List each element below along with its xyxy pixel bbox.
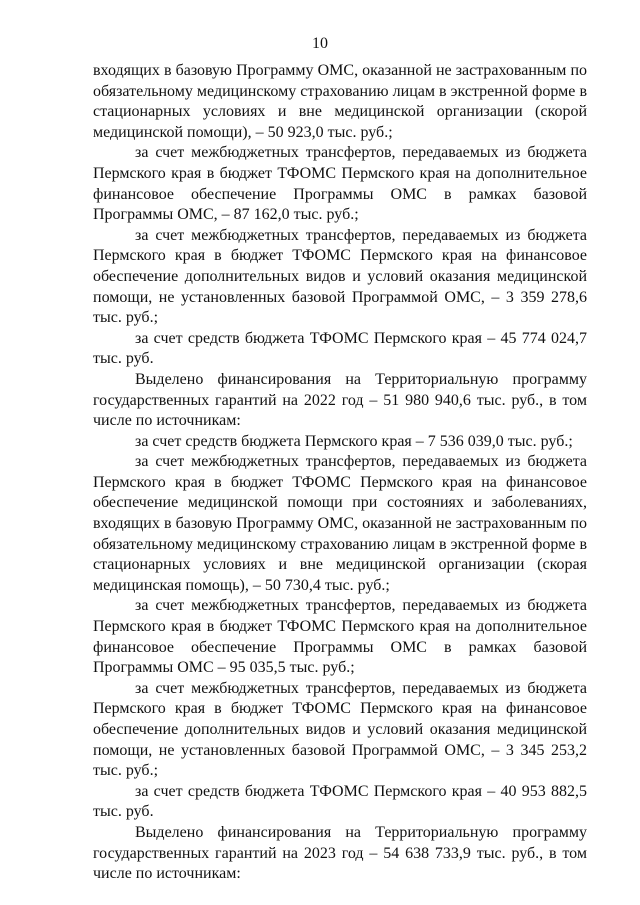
paragraph: за счет межбюджетных трансфертов, передаваемых из бюджета Пермского края в бюджет ТФОМС Пермского края на финансовое обеспечение медицинской помощи при состояниях и заболеваниях, входящих в базовую Программу ОМС, оказанной не застрахованным по обязательному медицинскому страхованию лицам в экстренной форме в стационарных условиях и вне медицинской организации (скорая медицинская помощь), – 50 730,4 тыс. руб.; <box>93 453 587 594</box>
paragraph: Выделено финансирования на Территориальную программу государственных гарантий на 2023 год – 54 638 733,9 тыс. руб., в том числе по источникам: <box>93 823 587 883</box>
paragraph: за счет межбюджетных трансфертов, передаваемых из бюджета Пермского края в бюджет ТФОМС Пермского края на финансовое обеспечение дополнительных видов и условий оказания медицинской помощи, не установленных базовой Программой ОМС, – 3 359 278,6 тыс. руб.; <box>93 226 587 327</box>
paragraph: за счет средств бюджета Пермского края – 7 536 039,0 тыс. руб.; <box>135 432 573 450</box>
paragraph: входящих в базовую Программу ОМС, оказанной не застрахованным по обязательному медицинскому страхованию лицам в экстренной форме в стационарных условиях и вне медицинской организации (скорой медицинской помощи), – 50 923,0 тыс. руб.; <box>93 62 587 141</box>
paragraph: за счет межбюджетных трансфертов, передаваемых из бюджета Пермского края в бюджет ТФОМС Пермского края на дополнительное финансовое обеспечение Программы ОМС в рамках базовой Программы ОМС, – 87 162,0 тыс. руб.; <box>93 144 587 224</box>
paragraph: за счет средств бюджета ТФОМС Пермского края – 45 774 024,7 тыс. руб. <box>93 329 587 368</box>
page-number: 10 <box>312 35 328 52</box>
paragraph: за счет межбюджетных трансфертов, передаваемых из бюджета Пермского края в бюджет ТФОМС Пермского края на дополнительное финансовое обеспечение Программы ОМС в рамках базовой Программы ОМС – 95 035,5 тыс. руб.; <box>93 597 587 677</box>
paragraph: за счет средств бюджета ТФОМС Пермского края – 40 953 882,5 тыс. руб. <box>93 782 587 821</box>
paragraph: за счет межбюджетных трансфертов, передаваемых из бюджета Пермского края в бюджет ТФОМС Пермского края на финансовое обеспечение дополнительных видов и условий оказания медицинской помощи, не установленных базовой Программой ОМС, – 3 345 253,2 тыс. руб.; <box>93 679 587 780</box>
document-body <box>93 61 587 885</box>
paragraph: Выделено финансирования на Территориальную программу государственных гарантий на 2022 год – 51 980 940,6 тыс. руб., в том числе по источникам: <box>93 370 587 430</box>
